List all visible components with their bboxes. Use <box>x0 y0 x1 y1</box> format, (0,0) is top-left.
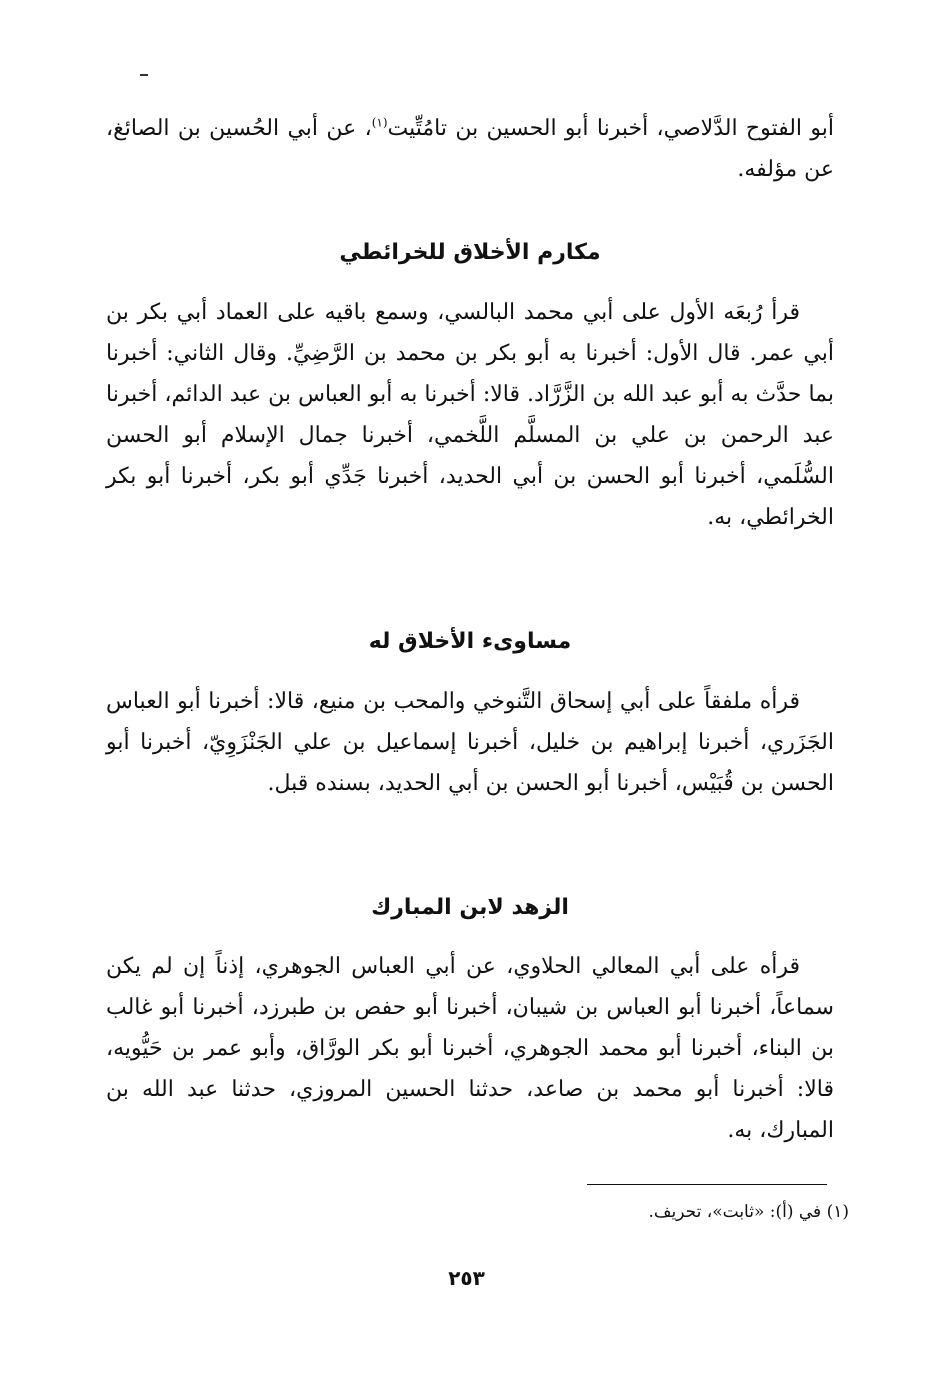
footnote-divider <box>587 1184 827 1185</box>
intro-text-after-note: ، عن أبي الحُسين بن الصائغ، عن مؤلفه. <box>106 116 834 182</box>
footnote-reference: (١) <box>371 115 388 130</box>
section-body-makarim <box>106 292 834 538</box>
page-number: ٢٥٣ <box>448 1266 485 1290</box>
intro-text-before-note: أبو الفتوح الدَّلاصي، أخبرنا أبو الحسين بن تامُتِّيت <box>387 116 834 141</box>
section-paragraph: قرأه على أبي المعالي الحلاوي، عن أبي العباس الجوهري، إذناً إن لم يكن سماعاً، أخبرنا أبو العباس بن شيبان، أخبرنا أبو حفص بن طبرزد، أخبرنا أبو غالب بن البناء، أخبرنا أبو محمد الجوهري، أخبرنا أبو بكر الورَّاق، وأبو عمر بن حَيُّويه، قالا: أخبرنا أبو محمد بن صاعد، حدثنا الحسين المروزي، حدثنا عبد الله بن المبارك، به. <box>106 954 834 1143</box>
footnote: (١) في (أ): «ثابت»، تحريف. <box>648 1202 849 1222</box>
intro-paragraph <box>106 108 834 190</box>
section-body-zuhd <box>106 946 834 1151</box>
section-title-zuhd: الزهد لابن المبارك <box>371 895 569 920</box>
section-paragraph: قرأه ملفقاً على أبي إسحاق التَّنوخي والمحب بن منيع، قالا: أخبرنا أبو العباس الجَزَري، أخبرنا إبراهيم بن خليل، أخبرنا إسماعيل بن علي الجَنْزَوِيّ، أخبرنا أبو الحسن بن قُبَيْس، أخبرنا أبو الحسن بن أبي الحديد، بسنده قبل. <box>106 689 834 796</box>
section-paragraph: قرأ رُبعَه الأول على أبي محمد البالسي، وسمع باقيه على العماد أبي بكر بن أبي عمر. قال الأول: أخبرنا به أبو بكر بن محمد بن الرَّضِيِّ. وقال الثاني: أخبرنا بما حدَّث به أبو عبد الله بن الزَّرَّاد. قالا: أخبرنا به أبو العباس بن عبد الدائم، أخبرنا عبد الرحمن بن علي بن المسلَّم اللَّخمي، أخبرنا جمال الإسلام أبو الحسن السُّلَمي، أخبرنا أبو الحسن بن أبي الحديد، أخبرنا جَدِّي أبو بكر، أخبرنا أبو بكر الخرائطي، به. <box>106 300 834 530</box>
page-mark <box>140 74 148 76</box>
section-body-masawi <box>106 681 834 804</box>
section-title-makarim: مكارم الأخلاق للخرائطي <box>339 240 601 265</box>
section-title-masawi: مساوىء الأخلاق له <box>368 629 572 654</box>
